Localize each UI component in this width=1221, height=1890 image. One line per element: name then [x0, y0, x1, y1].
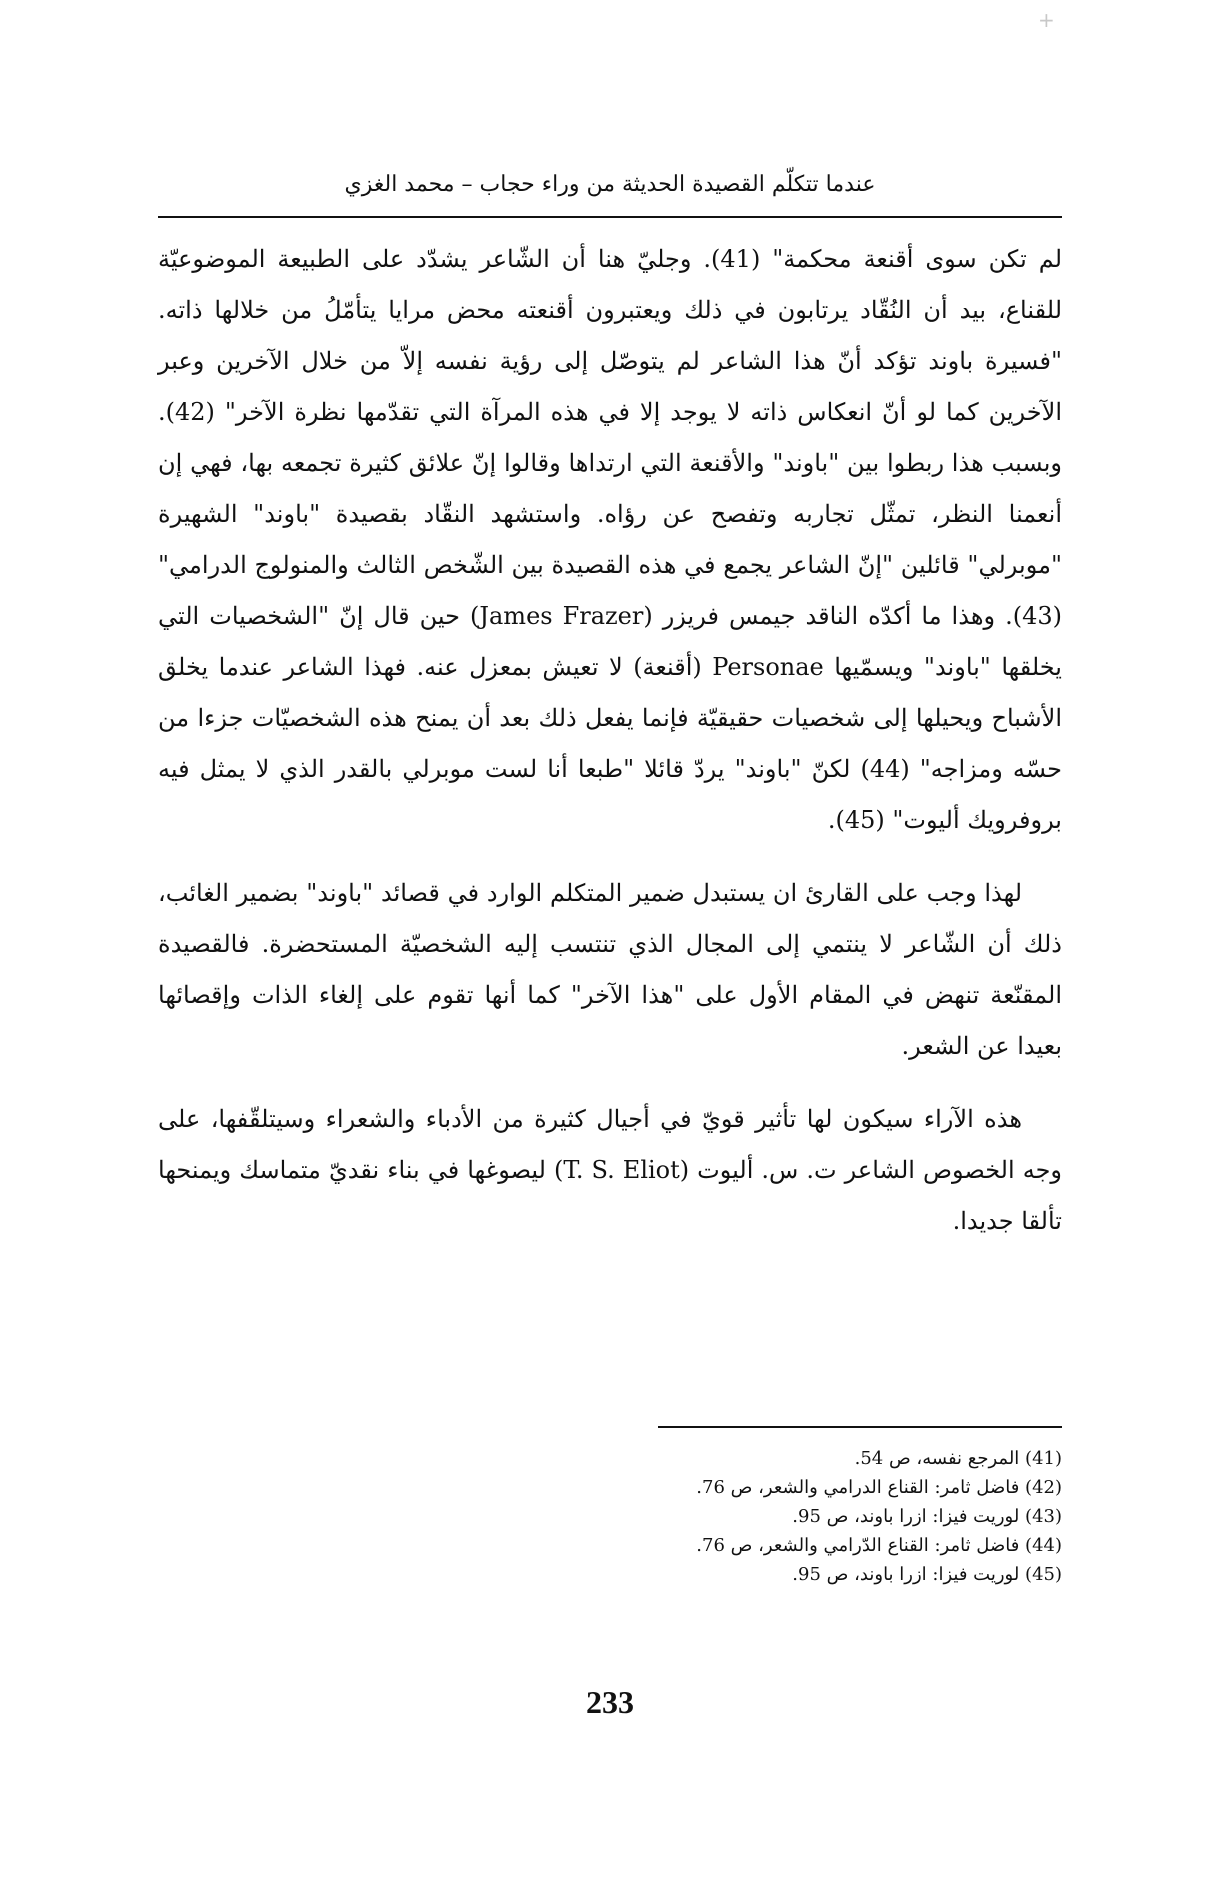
- footnote: (43) لوريت فيزا: ازرا باوند، ص 95.: [792, 1506, 1062, 1527]
- paragraph: لم تكن سوى أقنعة محكمة" (41). وجليّ هنا أن الشّاعر يشدّد على الطبيعة الموضوعيّة للقناع، بيد أن النُقّاد يرتابون في ذلك ويعتبرون أقنعته محض مرايا يتأمّلُ من خلالها ذاته. "فسيرة باوند تؤكد أنّ هذا الشاعر لم يتوصّل إلى رؤية نفسه إلاّ من خلال الآخرين وعبر الآخرين كما لو أنّ انعكاس ذاته لا يوجد إلا في هذه المرآة التي تقدّمها نظرة الآخر" (42). وبسبب هذا ربطوا بين "باوند" والأقنعة التي ارتداها وقالوا إنّ علائق كثيرة تجمعه بها، فهي إن أنعمنا النظر، تمثّل تجاربه وتفصح عن رؤاه. واستشهد النقّاد بقصيدة "باوند" الشهيرة "موبرلي" قائلين "إنّ الشاعر يجمع في هذه القصيدة بين الشّخص الثالث والمنولوج الدرامي" (43). وهذا ما أكدّه الناقد جيمس فريزر (James Frazer) حين قال إنّ "الشخصيات التي يخلقها "باوند" ويسمّيها Personae (أقنعة) لا تعيش بمعزل عنه. فهذا الشاعر عندما يخلق الأشباح ويحيلها إلى شخصيات حقيقيّة فإنما يفعل ذلك بعد أن يمنح هذه الشخصيّات جزءا من حسّه ومزاجه" (44) لكنّ "باوند" يردّ قائلا "طبعا أنا لست موبرلي بالقدر الذي لا يمثل فيه بروفرويك أليوت" (45).: [158, 245, 1063, 834]
- footnote: (41) المرجع نفسه، ص 54.: [854, 1448, 1062, 1469]
- paragraph: هذه الآراء سيكون لها تأثير قويّ في أجيال كثيرة من الأدباء والشعراء وسيتلقّفها، على وجه الخصوص الشاعر ت. س. أليوت (T. S. Eliot) ليصوغها في بناء نقديّ متماسك ويمنحها تألقا جديدا.: [158, 1105, 1063, 1235]
- footnote: (42) فاضل ثامر: القناع الدرامي والشعر، ص 76.: [696, 1477, 1062, 1498]
- footnote: (45) لوريت فيزا: ازرا باوند، ص 95.: [792, 1564, 1062, 1585]
- page-number: 233: [586, 1684, 634, 1720]
- footnotes: [696, 1444, 1062, 1589]
- running-header: عندما تتكلّم القصيدة الحديثة من وراء حجاب – محمد الغزي: [344, 172, 876, 197]
- paragraph: لهذا وجب على القارئ ان يستبدل ضمير المتكلم الوارد في قصائد "باوند" بضمير الغائب، ذلك أن الشّاعر لا ينتمي إلى المجال الذي تنتسب إليه الشخصيّة المستحضرة. فالقصيدة المقنّعة تنهض في المقام الأول على "هذا الآخر" كما أنها تقوم على إلغاء الذات وإقصائها بعيدا عن الشعر.: [158, 879, 1062, 1060]
- crop-mark: +: [1038, 8, 1055, 32]
- footnote-rule: [658, 1426, 1062, 1428]
- header-rule: [158, 216, 1062, 218]
- body-text: [158, 234, 1062, 1247]
- footnote: (44) فاضل ثامر: القناع الدّرامي والشعر، ص 76.: [696, 1535, 1062, 1556]
